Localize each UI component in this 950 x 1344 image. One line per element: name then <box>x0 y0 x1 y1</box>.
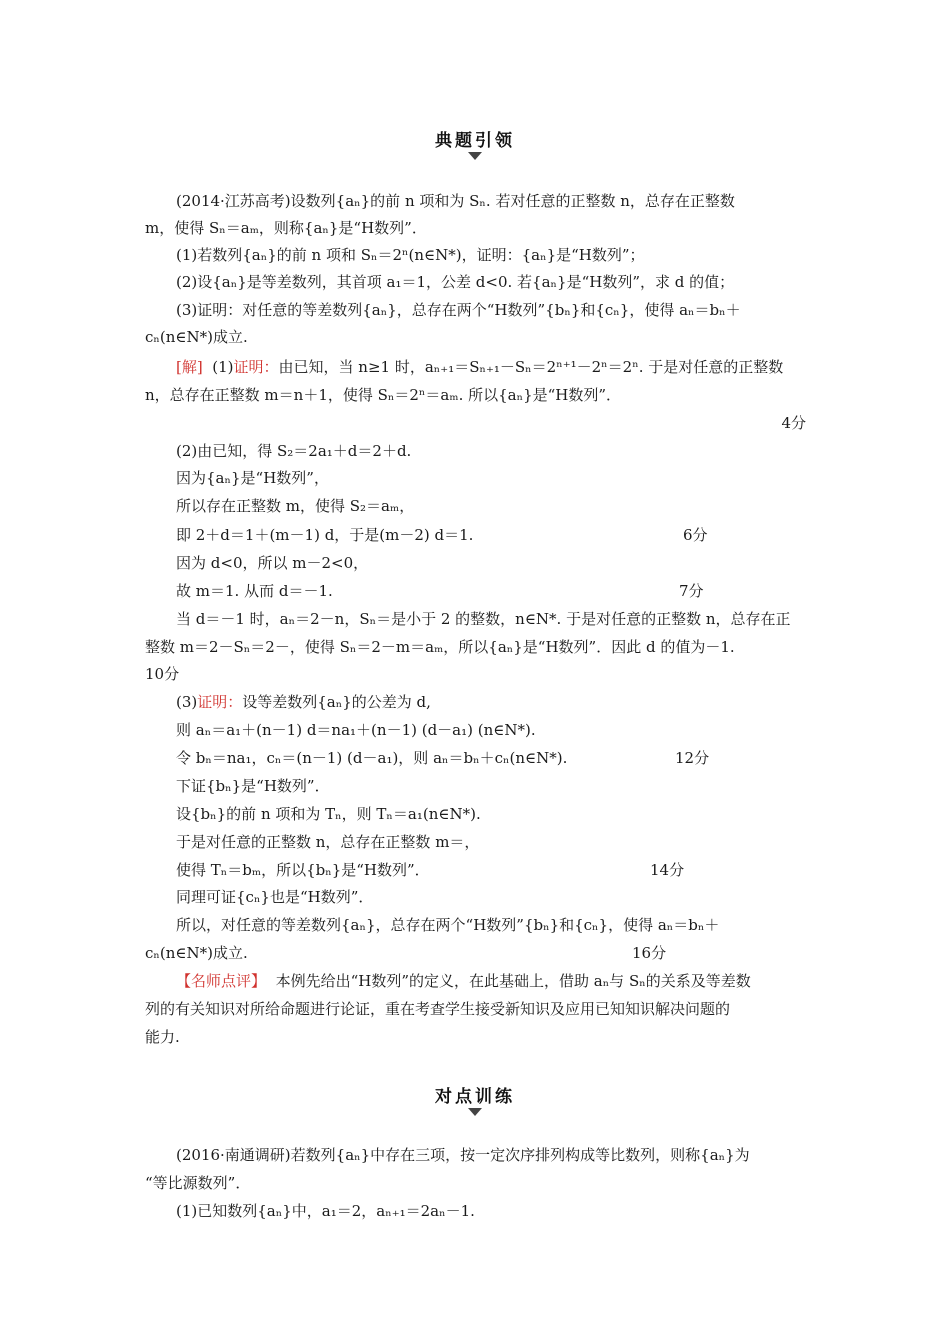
section-title: 典题引领 <box>435 131 515 151</box>
comment-line-2: 列的有关知识对所给命题进行论证，重在考查学生接受新知识及应用已知知识解决问题的 <box>145 1000 731 1018</box>
section-header-2 <box>0 1082 950 1116</box>
proof-label: 证明： <box>197 693 243 711</box>
solution-2-line-2: 因为{aₙ}是“H数列”， <box>176 469 329 487</box>
solution-3-line-7: 使得 Tₙ＝bₘ，所以{bₙ}是“H数列”． <box>176 861 430 879</box>
score-7: 7分 <box>679 582 704 600</box>
solution-1-line-1 <box>176 356 838 378</box>
problem-part-1: (1)若数列{aₙ}的前 n 项和 Sₙ＝2ⁿ(n∈N*)，证明：{aₙ}是“H数列”； <box>176 246 645 264</box>
solution-2-line-6: 故 m＝1. 从而 d＝－1. <box>176 582 333 600</box>
problem-stem-line-1 <box>176 190 838 212</box>
solution-3-line-10: cₙ(n∈N*)成立. <box>145 944 248 962</box>
problem-part-2: (2)设{aₙ}是等差数列，其首项 a₁＝1，公差 d<0. 若{aₙ}是“H数列”，求 d 的值； <box>176 273 735 291</box>
problem-stem-line-2: m，使得 Sₙ＝aₘ，则称{aₙ}是“H数列”． <box>145 219 427 237</box>
score-14: 14分 <box>650 861 685 879</box>
problem-source: (2014·江苏高考) <box>176 192 291 210</box>
score-6: 6分 <box>683 526 708 544</box>
problem-part-3-line-1: (3)证明：对任意的等差数列{aₙ}，总存在两个“H数列”{bₙ}和{cₙ}，使得 aₙ＝bₙ＋ <box>176 301 741 319</box>
solution-3-text: 设等差数列{aₙ}的公差为 d, <box>242 693 431 711</box>
score-12: 12分 <box>675 749 710 767</box>
solution-2-line-8: 整数 m＝2－Sₙ＝2－，使得 Sₙ＝2－m＝aₘ，所以{aₙ}是“H数列”．因此 d 的值为－1. <box>145 638 735 656</box>
comment-text: 本例先给出“H数列”的定义，在此基础上，借助 aₙ与 Sₙ的关系及等差数 <box>275 972 751 990</box>
comment-line-1 <box>176 970 838 992</box>
score-4: 4分 <box>781 414 806 432</box>
practice-line-1: (2016·南通调研)若数列{aₙ}中存在三项，按一定次序排列构成等比数列，则称{aₙ}为 <box>176 1146 750 1164</box>
practice-line-3: (1)已知数列{aₙ}中，a₁＝2，aₙ₊₁＝2aₙ－1. <box>176 1202 475 1220</box>
section-title: 对点训练 <box>435 1087 515 1107</box>
solution-3-line-5: 设{bₙ}的前 n 项和为 Tₙ，则 Tₙ＝a₁(n∈N*). <box>176 805 481 823</box>
solution-label: [解] <box>176 358 203 376</box>
solution-2-line-4: 即 2＋d＝1＋(m－1) d，于是(m－2) d＝1. <box>176 526 474 544</box>
solution-3-line-1 <box>176 691 838 713</box>
solution-3-prefix: (3) <box>176 693 198 711</box>
solution-3-line-9: 所以，对任意的等差数列{aₙ}，总存在两个“H数列”{bₙ}和{cₙ}，使得 aₙ＝bₙ＋ <box>176 916 720 934</box>
practice-line-2: “等比源数列”． <box>145 1174 251 1192</box>
down-triangle-icon <box>468 1108 482 1116</box>
solution-2-line-5: 因为 d<0，所以 m－2<0， <box>176 554 369 572</box>
score-16: 16分 <box>632 944 667 962</box>
comment-label: 【名师点评】 <box>176 972 267 990</box>
proof-label: 证明： <box>233 358 279 376</box>
down-triangle-icon <box>468 152 482 160</box>
problem-part-3-line-2: cₙ(n∈N*)成立. <box>145 328 248 346</box>
solution-3-line-4: 下证{bₙ}是“H数列”． <box>176 777 330 795</box>
solution-3-line-6: 于是对任意的正整数 n，总存在正整数 m＝， <box>176 833 480 851</box>
problem-stem-text: 设数列{aₙ}的前 n 项和为 Sₙ. 若对任意的正整数 n，总存在正整数 <box>290 192 735 210</box>
solution-2-line-1: (2)由已知，得 S₂＝2a₁＋d＝2＋d. <box>176 442 412 460</box>
solution-2-line-3: 所以存在正整数 m，使得 S₂＝aₘ， <box>176 497 415 515</box>
comment-line-3: 能力. <box>145 1028 180 1046</box>
section-header-1 <box>0 126 950 160</box>
solution-1-line-2: n，总存在正整数 m＝n＋1，使得 Sₙ＝2ⁿ＝aₘ. 所以{aₙ}是“H数列”． <box>145 386 622 404</box>
solution-2-line-7: 当 d＝－1 时，aₙ＝2－n，Sₙ＝是小于 2 的整数，n∈N*. 于是对任意的正整数 n，总存在正 <box>176 610 791 628</box>
solution-3-line-8: 同理可证{cₙ}也是“H数列”． <box>176 888 374 906</box>
solution-3-line-3: 令 bₙ＝na₁，cₙ＝(n－1) (d－a₁)，则 aₙ＝bₙ＋cₙ(n∈N*). <box>176 749 568 767</box>
solution-3-line-2: 则 aₙ＝a₁＋(n－1) d＝na₁＋(n－1) (d－a₁) (n∈N*). <box>176 721 536 739</box>
solution-1-text: 由已知，当 n≥1 时，aₙ₊₁＝Sₙ₊₁－Sₙ＝2ⁿ⁺¹－2ⁿ＝2ⁿ. 于是对任意的正整数 <box>278 358 784 376</box>
solution-2-line-9: 10分 <box>145 665 180 683</box>
solution-1-prefix: (1) <box>212 358 234 376</box>
